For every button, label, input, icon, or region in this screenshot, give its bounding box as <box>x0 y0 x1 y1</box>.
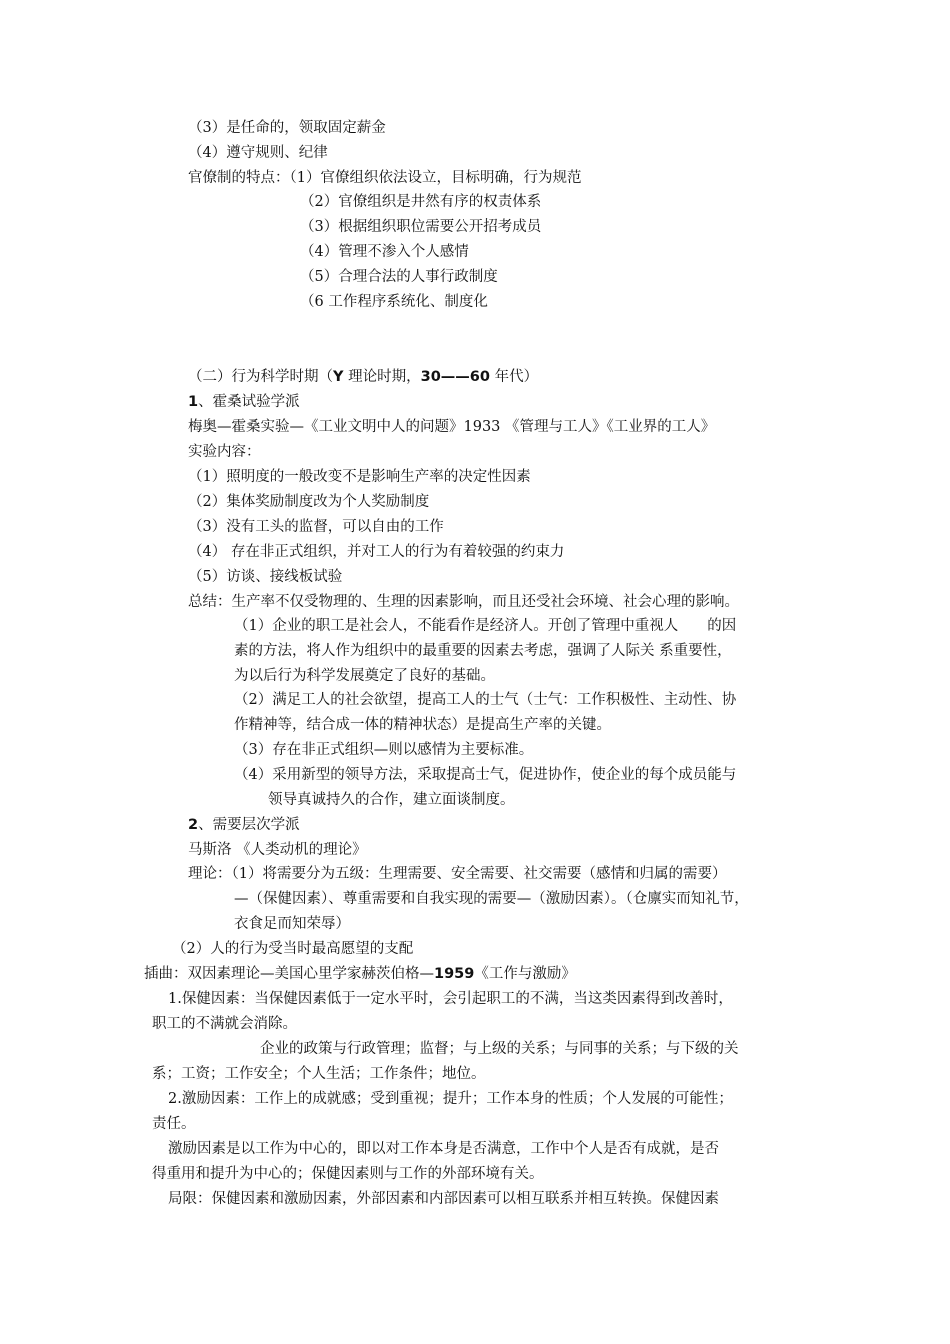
interlude-part: 插曲：双因素理论—美国心里学家赫茨伯格— <box>144 966 434 982</box>
section-heading <box>188 367 538 387</box>
text-line: （5）合理合法的人事行政制度 <box>300 269 498 285</box>
text-line: （1）企业的职工是社会人，不能看作是经济人。开创了管理中重视人 的因 <box>234 618 737 634</box>
subheading <box>188 815 300 835</box>
text-line: —（保健因素）、尊重需要和自我实现的需要—（激励因素）。（仓廪实而知礼节， <box>234 891 749 907</box>
heading-bold: 30——60 <box>420 369 490 385</box>
text-line: 为以后行为科学发展奠定了良好的基础。 <box>234 668 495 684</box>
text-line: （4）采用新型的领导方法，采取提高士气，促进协作，使企业的每个成员能与 <box>234 767 737 783</box>
text-line: （3）是任命的，领取固定薪金 <box>188 120 386 136</box>
text-line: 激励因素是以工作为中心的，即以对工作本身是否满意，工作中个人是否有成就，是否 <box>168 1141 719 1157</box>
text-line: 责任。 <box>152 1116 196 1132</box>
text-line: （3）存在非正式组织—则以感情为主要标准。 <box>234 742 534 758</box>
text-line: 企业的政策与行政管理；监督；与上级的关系；与同事的关系；与下级的关 <box>260 1041 739 1057</box>
text-line: 领导真诚持久的合作，建立面谈制度。 <box>268 792 515 808</box>
text-line: 总结：生产率不仅受物理的、生理的因素影响，而且还受社会环境、社会心理的影响。 <box>188 594 739 610</box>
text-line: （5）访谈、接线板试验 <box>188 569 343 585</box>
text-line: 职工的不满就会消除。 <box>152 1016 297 1032</box>
interlude-part: 《工作与激励》 <box>474 966 576 982</box>
text-line: 局限：保健因素和激励因素，外部因素和内部因素可以相互联系并相互转换。保健因素 <box>168 1191 719 1207</box>
text-line: 素的方法，将人作为组织中的最重要的因素去考虑，强调了人际关 系重要性， <box>234 643 732 659</box>
subheading-text: 、霍桑试验学派 <box>198 394 300 410</box>
text-line: （2）集体奖励制度改为个人奖励制度 <box>188 494 430 510</box>
text-line: （4）管理不渗入个人感情 <box>300 244 469 260</box>
text-line: （2）满足工人的社会欲望，提高工人的士气（士气：工作积极性、主动性、协 <box>234 692 737 708</box>
interlude-heading <box>144 964 576 984</box>
text-line: 系；工资；工作安全；个人生活；工作条件；地位。 <box>152 1066 486 1082</box>
text-line: 衣食足而知荣辱） <box>234 916 350 932</box>
text-line: 实验内容： <box>188 444 261 460</box>
text-line: 马斯洛 《人类动机的理论》 <box>188 842 367 858</box>
subheading-number: 1 <box>188 394 199 410</box>
subheading-text: 、需要层次学派 <box>198 817 300 833</box>
text-line: 官僚制的特点：（1）官僚组织依法设立，目标明确，行为规范 <box>188 170 582 186</box>
text-line: 梅奥—霍桑实验—《工业文明中人的问题》1933 《管理与工人》《工业界的工人》 <box>188 419 716 435</box>
text-line: （2）官僚组织是井然有序的权责体系 <box>300 194 542 210</box>
text-line: 2.激励因素：工作上的成就感；受到重视；提升；工作本身的性质；个人发展的可能性； <box>168 1091 733 1107</box>
text-line: 得重用和提升为中心的；保健因素则与工作的外部环境有关。 <box>152 1166 544 1182</box>
interlude-year: 1959 <box>434 966 475 982</box>
text-line: 作精神等，结合成一体的精神状态）是提高生产率的关键。 <box>234 717 611 733</box>
text-line: （4） 存在非正式组织，并对工人的行为有着较强的约束力 <box>188 544 565 560</box>
subheading-number: 2 <box>188 817 199 833</box>
heading-bold: Y <box>333 369 344 385</box>
text-line: 1.保健因素：当保健因素低于一定水平时，会引起职工的不满，当这类因素得到改善时， <box>168 991 733 1007</box>
text-line: （6 工作程序系统化、制度化 <box>300 294 488 310</box>
heading-part: 理论时期， <box>343 369 421 385</box>
text-line: 理论：（1）将需要分为五级：生理需要、安全需要、社交需要（感情和归属的需要） <box>188 866 727 882</box>
subheading <box>188 392 300 412</box>
heading-part: （二）行为科学时期（ <box>188 369 333 385</box>
text-line: （4）遵守规则、纪律 <box>188 145 328 161</box>
text-line: （3）没有工头的监督，可以自由的工作 <box>188 519 444 535</box>
text-line: （1）照明度的一般改变不是影响生产率的决定性因素 <box>188 469 531 485</box>
text-line: （2）人的行为受当时最高愿望的支配 <box>172 941 414 957</box>
text-line: （3）根据组织职位需要公开招考成员 <box>300 219 542 235</box>
heading-part: 年代） <box>489 369 539 385</box>
